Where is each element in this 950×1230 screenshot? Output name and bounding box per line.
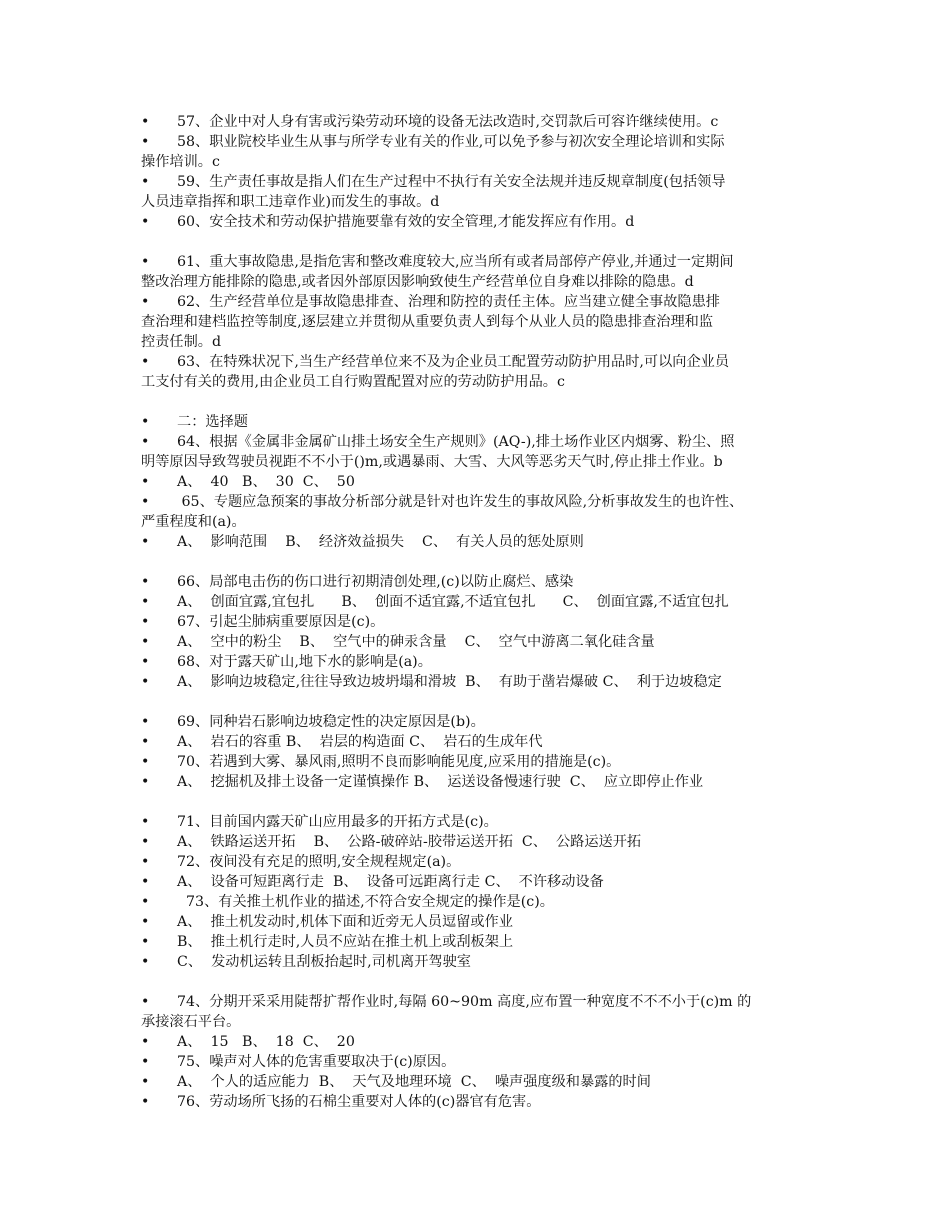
list-item (141, 952, 813, 972)
bullet-icon: • (141, 834, 150, 850)
list-item (141, 832, 813, 852)
list-item-text: A、 空中的粉尘 B、 空气中的砷汞含量 C、 空气中游离二氧化硅含量 (177, 634, 655, 650)
list-item-text: 73、有关推土机作业的描述,不符合安全规定的操作是(c)。 (177, 894, 554, 910)
list-item-continuation: 人员违章指挥和职工违章作业)而发生的事故。d (141, 194, 440, 210)
bullet-icon: • (141, 354, 150, 370)
list-item (141, 132, 813, 152)
list-item-text: 64、根据《金属非金属矿山排土场安全生产规则》(AQ-),排土场作业区内烟雾、粉尘、照 (177, 434, 735, 450)
bullet-icon: • (141, 574, 150, 590)
list-item (141, 472, 813, 492)
list-item (141, 1032, 813, 1052)
bullet-icon: • (141, 774, 150, 790)
list-item-text: 58、职业院校毕业生从事与所学专业有关的作业,可以免予参与初次安全理论培训和实际 (177, 134, 725, 150)
list-item-text: A、 设备可短距离行走 B、 设备可远距离行走 C、 不许移动设备 (177, 874, 604, 890)
list-item (141, 212, 813, 232)
list-item-text: 63、在特殊状况下,当生产经营单位来不及为企业员工配置劳动防护用品时,可以向企业员 (177, 354, 730, 370)
list-item (141, 1072, 813, 1092)
bullet-icon: • (141, 614, 150, 630)
list-item-text: 61、重大事故隐患,是指危害和整改难度较大,应当所有或者局部停产停业,并通过一定期间 (177, 254, 734, 270)
list-item-continuation: 明等原因导致驾驶员视距不不小于()m,或遇暴雨、大雪、大风等恶劣天气时,停止排土作业。b (141, 454, 723, 470)
bullet-icon: • (141, 854, 150, 870)
paragraph-gap (141, 232, 813, 252)
list-item (141, 532, 813, 552)
bullet-icon: • (141, 1034, 150, 1050)
bullet-icon: • (141, 894, 150, 910)
list-item-text: 69、同种岩石影响边坡稳定性的决定原因是(b)。 (177, 714, 485, 730)
bullet-icon: • (141, 734, 150, 750)
list-item-text: A、 个人的适应能力 B、 天气及地理环境 C、 噪声强度级和暴露的时间 (177, 1074, 651, 1090)
bullet-icon: • (141, 414, 150, 430)
list-item (141, 712, 813, 732)
list-item-continuation: 承接滚石平台。 (141, 1014, 241, 1030)
list-item (141, 432, 813, 452)
document-body (141, 112, 813, 1112)
list-item-text: A、 铁路运送开拓 B、 公路-破碎站-胶带运送开拓 C、 公路运送开拓 (177, 834, 642, 850)
paragraph-gap (141, 692, 813, 712)
bullet-icon: • (141, 474, 150, 490)
list-item (141, 872, 813, 892)
list-item (141, 652, 813, 672)
list-item (141, 1052, 813, 1072)
bullet-icon: • (141, 914, 150, 930)
list-item-text: A、 15 B、 18 C、 20 (177, 1034, 355, 1050)
list-item-text: A、 岩石的容重 B、 岩层的构造面 C、 岩石的生成年代 (177, 734, 543, 750)
list-item (141, 752, 813, 772)
paragraph-gap (141, 392, 813, 412)
list-item-text: 62、生产经营单位是事故隐患排查、治理和防控的责任主体。应当建立健全事故隐患排 (177, 294, 720, 310)
bullet-icon: • (141, 1094, 150, 1110)
bullet-icon: • (141, 994, 150, 1010)
bullet-icon: • (141, 434, 150, 450)
list-item (141, 612, 813, 632)
bullet-icon: • (141, 814, 150, 830)
list-item (141, 172, 813, 192)
list-item (141, 852, 813, 872)
list-item-continuation: 工支付有关的费用,由企业员工自行购置配置对应的劳动防护用品。c (141, 374, 565, 390)
bullet-icon: • (141, 634, 150, 650)
bullet-icon: • (141, 134, 150, 150)
list-item-text: 70、若遇到大雾、暴风雨,照明不良而影响能见度,应采用的措施是(c)。 (177, 754, 621, 770)
list-item-text: 74、分期开采采用陡帮扩帮作业时,每隔 60~90m 高度,应布置一种宽度不不不小于(c)m 的 (177, 994, 752, 1010)
list-item (141, 352, 813, 372)
bullet-icon: • (141, 594, 150, 610)
list-item-text: 76、劳动场所飞扬的石棉尘重要对人体的(c)器官有危害。 (177, 1094, 541, 1110)
bullet-icon: • (141, 714, 150, 730)
list-item-text: A、 40 B、 30 C、 50 (177, 474, 355, 490)
list-item-text: A、 创面宜露,宜包扎 B、 创面不适宜露,不适宜包扎 C、 创面宜露,不适宜包扎 (177, 594, 729, 610)
list-item-text: 68、对于露天矿山,地下水的影响是(a)。 (177, 654, 432, 670)
list-item (141, 812, 813, 832)
paragraph-gap (141, 972, 813, 992)
bullet-icon: • (141, 114, 150, 130)
bullet-icon: • (141, 214, 150, 230)
bullet-icon: • (141, 254, 150, 270)
list-item-text: 57、企业中对人身有害或污染劳动环境的设备无法改造时,交罚款后可容许继续使用。c (177, 114, 719, 130)
list-item (141, 412, 813, 432)
paragraph-gap (141, 792, 813, 812)
bullet-icon: • (141, 174, 150, 190)
list-item-text: 75、噪声对人体的危害重要取决于(c)原因。 (177, 1054, 456, 1070)
bullet-icon: • (141, 494, 150, 510)
list-item-text: 72、夜间没有充足的照明,安全规程规定(a)。 (177, 854, 461, 870)
list-item-text: 66、局部电击伤的伤口进行初期清创处理,(c)以防止腐烂、感染 (177, 574, 574, 590)
list-item-continuation: 严重程度和(a)。 (141, 514, 246, 530)
list-item (141, 572, 813, 592)
bullet-icon: • (141, 934, 150, 950)
list-item (141, 992, 813, 1012)
list-item-text: A、 推土机发动时,机体下面和近旁无人员逗留或作业 (177, 914, 513, 930)
bullet-icon: • (141, 674, 150, 690)
bullet-icon: • (141, 654, 150, 670)
list-item (141, 912, 813, 932)
list-item-continuation: 操作培训。c (141, 154, 220, 170)
list-item-continuation: 查治理和建档监控等制度,逐层建立并贯彻从重要负责人到每个从业人员的隐患排查治理和监 (141, 314, 714, 330)
bullet-icon: • (141, 874, 150, 890)
list-item (141, 1092, 813, 1112)
list-item-text: 67、引起尘肺病重要原因是(c)。 (177, 614, 385, 630)
list-item-text: 60、安全技术和劳动保护措施要靠有效的安全管理,才能发挥应有作用。d (177, 214, 635, 230)
list-item (141, 112, 813, 132)
list-item (141, 932, 813, 952)
list-item-text: A、 挖掘机及排土设备一定谨慎操作 B、 运送设备慢速行驶 C、 应立即停止作业 (177, 774, 704, 790)
list-item (141, 732, 813, 752)
bullet-icon: • (141, 1054, 150, 1070)
list-item (141, 252, 813, 272)
list-item-continuation: 整改治理方能排除的隐患,或者因外部原因影响致使生产经营单位自身难以排除的隐患。d (141, 274, 694, 290)
list-item (141, 292, 813, 312)
list-item-text: 65、专题应急预案的事故分析部分就是针对也许发生的事故风险,分析事故发生的也许性、 (177, 494, 744, 510)
bullet-icon: • (141, 754, 150, 770)
bullet-icon: • (141, 954, 150, 970)
bullet-icon: • (141, 294, 150, 310)
list-item (141, 672, 813, 692)
list-item (141, 632, 813, 652)
paragraph-gap (141, 552, 813, 572)
list-item (141, 772, 813, 792)
list-item-text: 二：选择题 (177, 414, 248, 430)
list-item-text: 59、生产责任事故是指人们在生产过程中不执行有关安全法规并违反规章制度(包括领导 (177, 174, 726, 190)
list-item (141, 892, 813, 912)
list-item-text: A、 影响范围 B、 经济效益损失 C、 有关人员的惩处原则 (177, 534, 584, 550)
list-item-text: B、 推土机行走时,人员不应站在推土机上或刮板架上 (177, 934, 514, 950)
list-item-text: 71、目前国内露天矿山应用最多的开拓方式是(c)。 (177, 814, 498, 830)
list-item (141, 492, 813, 512)
list-item-text: A、 影响边坡稳定,往往导致边坡坍塌和滑坡 B、 有助于凿岩爆破 C、 利于边坡稳定 (177, 674, 722, 690)
bullet-icon: • (141, 1074, 150, 1090)
list-item-text: C、 发动机运转且刮板抬起时,司机离开驾驶室 (177, 954, 471, 970)
list-item (141, 592, 813, 612)
list-item-continuation: 控责任制。d (141, 334, 222, 350)
bullet-icon: • (141, 534, 150, 550)
